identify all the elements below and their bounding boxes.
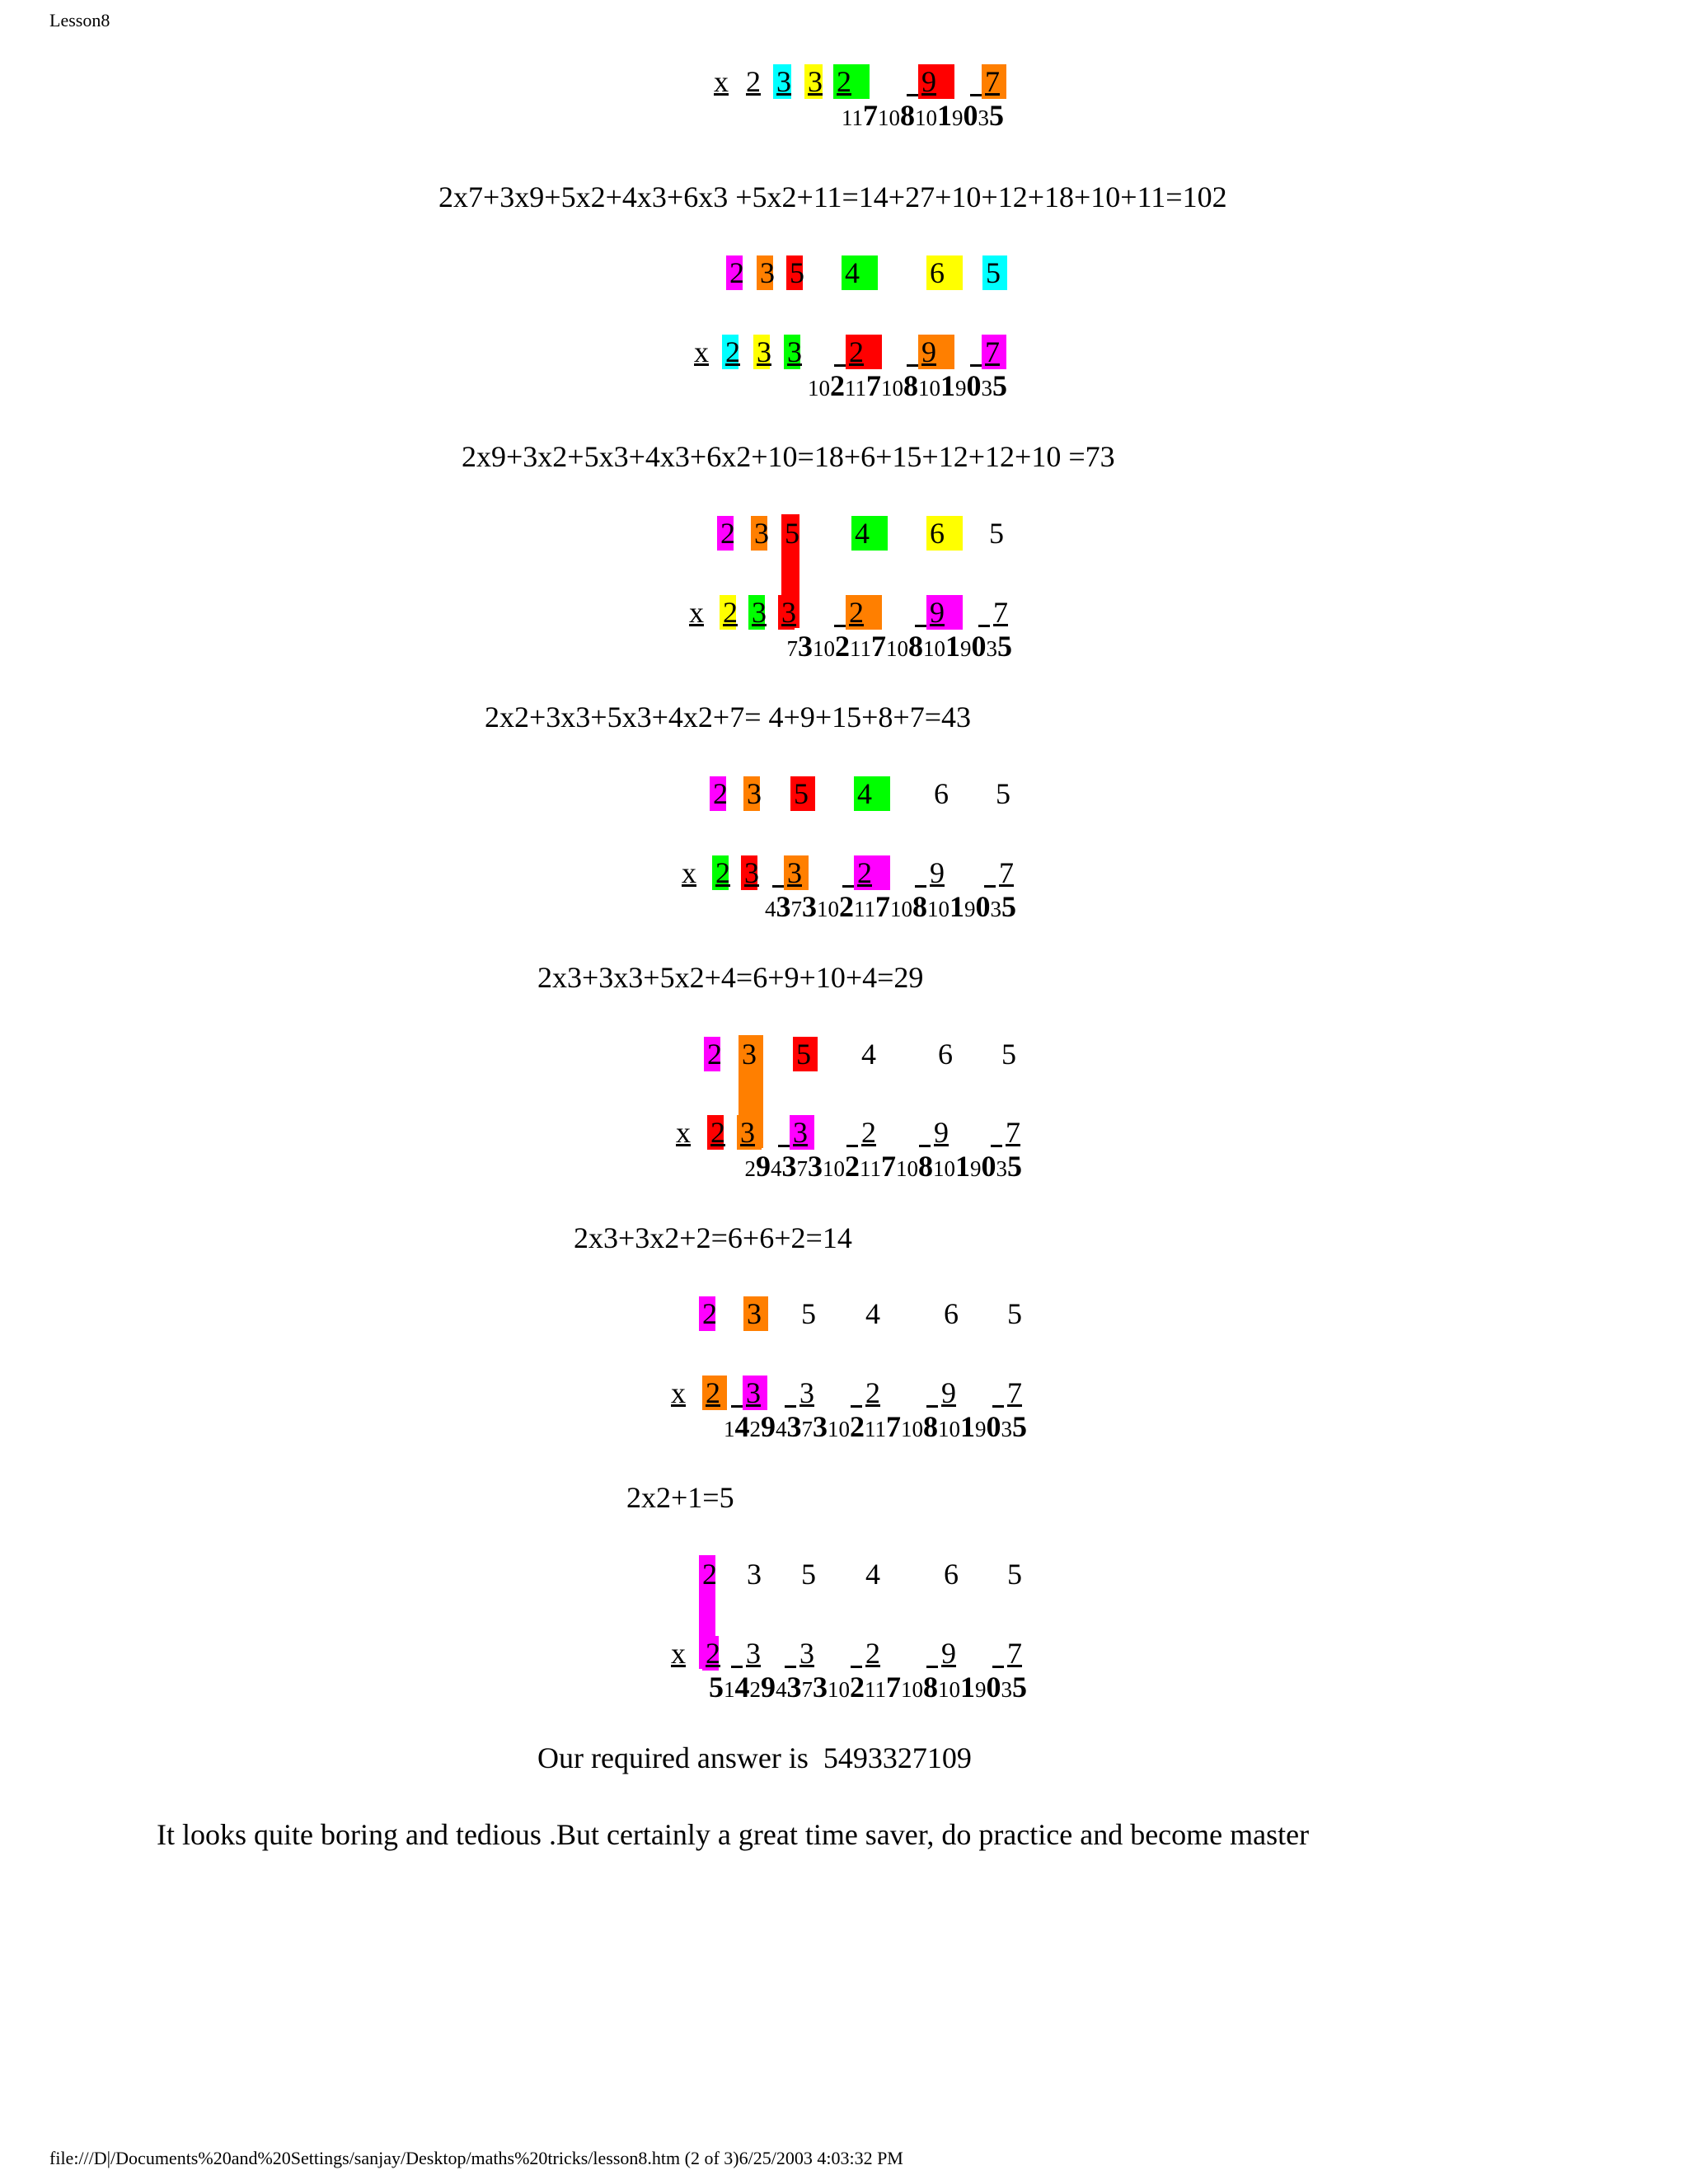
step-equation: 2x3+3x2+2=6+6+2=14 [574, 1221, 852, 1254]
multiply-sign: x [714, 65, 729, 98]
multiplicand-digit: 5 [790, 256, 804, 289]
carry-digit: 11 [865, 1417, 886, 1441]
partial-result [0, 890, 1016, 930]
multiplier-digit: 3 [787, 335, 802, 368]
partial-result [0, 99, 1004, 138]
result-digit: 5 [992, 369, 1007, 402]
carry-digit: 11 [865, 1677, 886, 1702]
multiplicand-digit: 3 [760, 256, 775, 289]
blank-line [984, 885, 996, 888]
result-digit: 4 [734, 1410, 750, 1443]
partial-result [0, 630, 1012, 669]
multiplier-digit: 2 [723, 596, 738, 629]
carry-digit: 11 [860, 1156, 881, 1181]
blank-line [851, 1666, 862, 1668]
carry-digit: 10 [901, 1677, 923, 1702]
carry-digit: 9 [975, 1677, 987, 1702]
carry-digit: 11 [850, 636, 871, 661]
result-digit: 3 [813, 1671, 828, 1704]
multiplicand-digit: 2 [729, 256, 744, 289]
multiplier-digit: 7 [1007, 1637, 1022, 1670]
multiplier-digit: 2 [837, 65, 851, 98]
result-digit: 0 [966, 369, 982, 402]
multiplicand-digit: 5 [796, 1038, 811, 1071]
result-digit: 0 [986, 1410, 1001, 1443]
multiplier-digit: 3 [793, 1116, 808, 1149]
multiplier-digit: 2 [857, 856, 872, 889]
multiplicand-digit: 5 [1007, 1297, 1022, 1330]
result-digit: 5 [709, 1671, 724, 1704]
multiplicand-digit: 5 [801, 1558, 816, 1591]
result-digit: 1 [960, 1410, 975, 1443]
multiply-sign: x [689, 596, 704, 629]
result-digit: 1 [950, 890, 964, 923]
result-digit: 7 [866, 369, 881, 402]
multiply-sign: x [694, 335, 709, 368]
result-digit: 0 [963, 99, 978, 132]
multiplicand-digit: 5 [1001, 1038, 1016, 1071]
carry-digit: 3 [978, 105, 989, 130]
answer-line [537, 1741, 972, 1775]
result-digit: 2 [850, 1671, 865, 1704]
multiplicand-digit: 6 [934, 777, 949, 810]
blank-line [834, 625, 846, 627]
multiplicand-digit: 5 [986, 256, 1001, 289]
multiplicand-digit: 6 [944, 1297, 959, 1330]
blank-line [991, 1145, 1002, 1147]
carry-digit: 9 [975, 1417, 987, 1441]
carry-digit: 10 [918, 376, 940, 401]
result-digit: 1 [937, 99, 952, 132]
carry-digit: 10 [938, 1417, 960, 1441]
blank-line [846, 1145, 858, 1147]
result-digit: 5 [1012, 1671, 1027, 1704]
multiplicand-digit: 4 [845, 256, 860, 289]
multiplicand-digit: 4 [857, 777, 872, 810]
result-digit: 8 [903, 369, 918, 402]
multiplicand-digit: 2 [720, 517, 735, 550]
multiplicand-digit: 3 [754, 517, 769, 550]
page-header-title: Lesson8 [49, 10, 110, 30]
multiplier-digit: 7 [985, 335, 1000, 368]
multiplier-digit: 7 [1006, 1116, 1020, 1149]
result-digit: 5 [997, 630, 1012, 663]
result-digit: 3 [776, 890, 791, 923]
multiplier-digit: 2 [746, 65, 761, 98]
result-digit: 3 [781, 1150, 797, 1183]
closing-remark: It looks quite boring and tedious .But certainly a great time saver, do practice and become master [157, 1818, 1310, 1851]
multiply-sign: x [676, 1116, 691, 1149]
multiplier-digit: 9 [921, 335, 936, 368]
result-digit: 2 [830, 369, 845, 402]
multiplier-digit: 9 [941, 1376, 956, 1409]
multiplier-digit: 7 [985, 65, 1000, 98]
carry-digit: 10 [901, 1417, 923, 1441]
multiplier-digit: 7 [993, 596, 1008, 629]
carry-digit: 3 [981, 376, 992, 401]
carry-digit: 11 [854, 897, 875, 921]
carry-digit: 10 [886, 636, 908, 661]
result-digit: 0 [975, 890, 991, 923]
multiplicand-digit: 4 [865, 1297, 880, 1330]
result-digit: 3 [802, 890, 817, 923]
result-digit: 5 [1007, 1150, 1022, 1183]
result-digit: 5 [1012, 1410, 1027, 1443]
carry-digit: 10 [808, 376, 830, 401]
multiplicand-digit: 6 [930, 517, 945, 550]
carry-digit: 3 [986, 636, 997, 661]
multiplier-digit: 9 [941, 1637, 956, 1670]
result-digit: 3 [798, 630, 813, 663]
multiplier-digit: 3 [776, 65, 791, 98]
result-digit: 8 [923, 1671, 938, 1704]
blank-line [907, 364, 918, 367]
multiply-sign: x [682, 856, 696, 889]
blank-line [915, 885, 926, 888]
blank-line [970, 94, 982, 96]
result-digit: 4 [734, 1671, 750, 1704]
result-digit: 8 [923, 1410, 938, 1443]
result-digit: 8 [908, 630, 923, 663]
carry-digit: 10 [927, 897, 950, 921]
multiplier-digit: 9 [930, 856, 945, 889]
multiplicand-digit: 3 [747, 1558, 762, 1591]
multiplier-digit: 3 [799, 1637, 814, 1670]
carry-digit: 1 [724, 1677, 735, 1702]
multiplicand-digit: 4 [865, 1558, 880, 1591]
multiplier-digit: 3 [746, 1637, 761, 1670]
multiplier-digit: 2 [861, 1116, 876, 1149]
multiplier-digit: 2 [706, 1637, 720, 1670]
result-digit: 2 [850, 1410, 865, 1443]
multiply-sign: x [671, 1376, 686, 1409]
multiplicand-digit: 2 [702, 1297, 717, 1330]
answer-label: Our required answer is [537, 1741, 809, 1774]
result-digit: 0 [981, 1150, 996, 1183]
multiplier-digit: 2 [849, 596, 864, 629]
carry-digit: 10 [813, 636, 835, 661]
carry-digit: 4 [776, 1417, 787, 1441]
carry-digit: 10 [828, 1417, 850, 1441]
multiplier-digit: 2 [725, 335, 740, 368]
blank-line [978, 625, 990, 627]
step-equation: 2x7+3x9+5x2+4x3+6x3 +5x2+11=14+27+10+12+18+10+11=102 [438, 180, 1227, 213]
multiplier-digit: 3 [808, 65, 823, 98]
result-digit: 8 [912, 890, 927, 923]
result-digit: 0 [971, 630, 987, 663]
partial-result [0, 1671, 1027, 1710]
blank-line [992, 1405, 1004, 1408]
blank-line [785, 1405, 796, 1408]
result-digit: 7 [886, 1671, 901, 1704]
result-digit: 9 [761, 1410, 776, 1443]
blank-line [785, 1666, 796, 1668]
result-digit: 1 [955, 1150, 970, 1183]
carry-digit: 4 [771, 1156, 782, 1181]
multiplier-digit: 3 [746, 1376, 761, 1409]
multiplier-digit: 2 [710, 1116, 725, 1149]
blank-line [915, 625, 926, 627]
carry-digit: 3 [1001, 1677, 1012, 1702]
multiplicand-digit: 5 [794, 777, 809, 810]
carry-digit: 10 [823, 1156, 845, 1181]
blank-line [851, 1405, 862, 1408]
carry-digit: 2 [749, 1417, 761, 1441]
carry-digit: 10 [881, 376, 903, 401]
carry-digit: 7 [796, 1156, 808, 1181]
result-digit: 2 [835, 630, 850, 663]
result-digit: 8 [918, 1150, 933, 1183]
multiplicand-digit: 2 [713, 777, 728, 810]
carry-digit: 10 [923, 636, 945, 661]
result-digit: 7 [871, 630, 886, 663]
result-digit: 7 [886, 1410, 901, 1443]
carry-digit: 10 [890, 897, 912, 921]
partial-result [0, 369, 1007, 409]
result-digit: 2 [839, 890, 854, 923]
multiply-sign: x [671, 1637, 686, 1670]
carry-digit: 10 [878, 105, 900, 130]
result-digit: 2 [845, 1150, 860, 1183]
carry-digit: 2 [749, 1677, 761, 1702]
blank-line [731, 1666, 743, 1668]
result-digit: 9 [756, 1150, 771, 1183]
result-digit: 5 [989, 99, 1004, 132]
result-digit: 9 [761, 1671, 776, 1704]
result-digit: 7 [875, 890, 890, 923]
carry-digit: 2 [744, 1156, 756, 1181]
result-digit: 3 [786, 1671, 802, 1704]
result-digit: 1 [940, 369, 955, 402]
answer-value: 5493327109 [823, 1741, 972, 1774]
blank-line [919, 1145, 931, 1147]
carry-digit: 9 [955, 376, 967, 401]
carry-digit: 10 [938, 1677, 960, 1702]
carry-digit: 7 [801, 1677, 813, 1702]
multiplicand-digit: 3 [747, 777, 762, 810]
result-digit: 0 [986, 1671, 1001, 1704]
multiplier-digit: 9 [934, 1116, 949, 1149]
result-digit: 5 [1001, 890, 1016, 923]
multiplicand-digit: 5 [801, 1297, 816, 1330]
multiplicand-digit: 6 [944, 1558, 959, 1591]
result-digit: 7 [881, 1150, 896, 1183]
step-equation: 2x9+3x2+5x3+4x3+6x2+10=18+6+15+12+12+10 =73 [462, 440, 1115, 473]
multiplier-digit: 3 [744, 856, 759, 889]
carry-digit: 9 [952, 105, 964, 130]
carry-digit: 3 [996, 1156, 1007, 1181]
blank-line [907, 94, 918, 96]
multiplicand-digit: 5 [989, 517, 1004, 550]
blank-line [926, 1666, 938, 1668]
partial-result [0, 1150, 1022, 1189]
multiplicand-digit: 2 [707, 1038, 722, 1071]
carry-digit: 1 [724, 1417, 735, 1441]
result-digit: 8 [900, 99, 915, 132]
multiplicand-digit: 6 [938, 1038, 953, 1071]
multiplier-digit: 2 [865, 1376, 880, 1409]
multiplicand-digit: 3 [747, 1297, 762, 1330]
multiplier-digit: 3 [752, 596, 767, 629]
carry-digit: 10 [828, 1677, 850, 1702]
result-digit: 3 [813, 1410, 828, 1443]
multiplier-digit: 7 [1007, 1376, 1022, 1409]
multiplicand-digit: 5 [996, 777, 1010, 810]
result-digit: 7 [863, 99, 878, 132]
carry-digit: 10 [896, 1156, 918, 1181]
carry-digit: 11 [842, 105, 863, 130]
blank-line [970, 364, 982, 367]
carry-digit: 7 [786, 636, 798, 661]
multiplier-digit: 9 [930, 596, 945, 629]
multiplier-digit: 3 [757, 335, 771, 368]
partial-result [0, 1410, 1027, 1450]
footer-file-path: file:///D|/Documents%20and%20Settings/sanjay/Desktop/maths%20tricks/lesson8.htm (2 of 3)6/25/2003 4:03:32 PM [49, 2148, 903, 2168]
carry-digit: 7 [801, 1417, 813, 1441]
blank-line [926, 1405, 938, 1408]
carry-digit: 4 [776, 1677, 787, 1702]
multiplicand-digit: 6 [930, 256, 945, 289]
carry-digit: 3 [1001, 1417, 1012, 1441]
carry-digit: 3 [990, 897, 1001, 921]
result-digit: 3 [786, 1410, 802, 1443]
blank-line [992, 1666, 1004, 1668]
result-digit: 1 [960, 1671, 975, 1704]
multiplier-digit: 2 [706, 1376, 720, 1409]
multiplicand-digit: 2 [702, 1558, 717, 1591]
blank-line [842, 885, 854, 888]
multiplicand-digit: 4 [855, 517, 870, 550]
step-equation: 2x3+3x3+5x2+4=6+9+10+4=29 [537, 961, 924, 994]
carry-digit: 10 [933, 1156, 955, 1181]
multiplicand-digit: 5 [785, 517, 799, 550]
result-digit: 3 [808, 1150, 823, 1183]
result-digit: 1 [945, 630, 960, 663]
multiplier-digit: 2 [865, 1637, 880, 1670]
blank-line [834, 364, 846, 367]
carry-digit: 9 [970, 1156, 982, 1181]
carry-digit: 9 [964, 897, 976, 921]
multiplier-digit: 3 [799, 1376, 814, 1409]
carry-digit: 11 [845, 376, 866, 401]
multiplicand-digit: 3 [742, 1038, 757, 1071]
multiplier-digit: 2 [715, 856, 730, 889]
blank-line [772, 885, 784, 888]
multiplier-digit: 3 [781, 596, 796, 629]
step-equation: 2x2+3x3+5x3+4x2+7= 4+9+15+8+7=43 [485, 701, 972, 733]
multiplier-digit: 9 [921, 65, 936, 98]
carry-digit: 10 [915, 105, 937, 130]
multiplier-digit: 3 [787, 856, 802, 889]
carry-digit: 7 [790, 897, 802, 921]
step-equation: 2x2+1=5 [626, 1481, 734, 1514]
blank-line [778, 1145, 790, 1147]
carry-digit: 4 [765, 897, 776, 921]
multiplier-digit: 7 [999, 856, 1014, 889]
multiplicand-digit: 4 [861, 1038, 876, 1071]
multiplier-digit: 2 [849, 335, 864, 368]
carry-digit: 9 [960, 636, 972, 661]
blank-line [731, 1405, 743, 1408]
carry-digit: 10 [817, 897, 839, 921]
multiplicand-digit: 5 [1007, 1558, 1022, 1591]
multiplier-digit: 3 [740, 1116, 755, 1149]
